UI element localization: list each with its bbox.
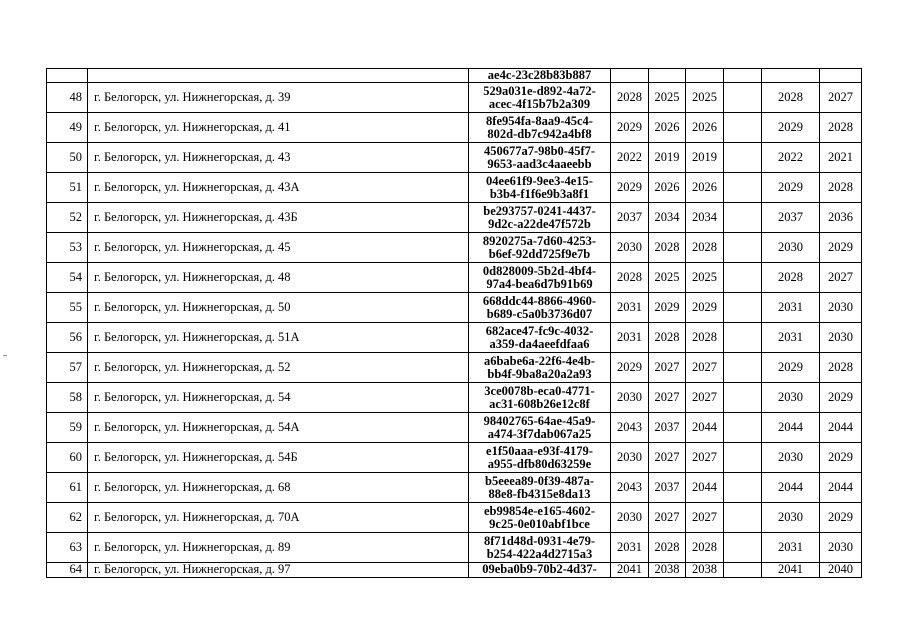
year-cell xyxy=(724,293,762,323)
row-number-cell: 58 xyxy=(47,383,88,413)
table-row xyxy=(47,143,862,173)
table-row-continuation xyxy=(47,69,862,83)
guid-cell xyxy=(469,503,611,533)
year-cell: 2029 xyxy=(820,383,862,413)
year-cell xyxy=(611,69,649,83)
year-cell: 2030 xyxy=(820,323,862,353)
guid-line-2: a359-da4aeefdfaa6 xyxy=(489,336,590,351)
address-cell: г. Белогорск, ул. Нижнегорская, д. 39 xyxy=(88,83,469,113)
guid-cell xyxy=(469,83,611,113)
guid-line-2: ac31-608b26e12c8f xyxy=(489,396,590,411)
year-cell: 2030 xyxy=(762,233,820,263)
guid-cell xyxy=(469,323,611,353)
year-cell: 2028 xyxy=(686,323,724,353)
year-cell: 2022 xyxy=(762,143,820,173)
year-cell: 2031 xyxy=(762,323,820,353)
year-cell: 2019 xyxy=(649,143,686,173)
year-cell: 2027 xyxy=(820,263,862,293)
year-cell: 2028 xyxy=(686,233,724,263)
year-cell: 2025 xyxy=(649,83,686,113)
guid-cell xyxy=(469,143,611,173)
guid-cell xyxy=(469,263,611,293)
guid-line-1: 04ee61f9-9ee3-4e15- xyxy=(486,173,593,188)
year-cell: 2025 xyxy=(649,263,686,293)
guid-line-1: 8fe954fa-8aa9-45c4- xyxy=(486,113,593,128)
address-cell: г. Белогорск, ул. Нижнегорская, д. 54Б xyxy=(88,443,469,473)
year-cell: 2026 xyxy=(686,113,724,143)
year-cell: 2027 xyxy=(686,503,724,533)
year-cell: 2037 xyxy=(649,413,686,443)
year-cell xyxy=(820,69,862,83)
row-number-cell: 63 xyxy=(47,533,88,563)
table-row xyxy=(47,533,862,563)
year-cell: 2038 xyxy=(686,563,724,578)
year-cell: 2030 xyxy=(762,443,820,473)
year-cell: 2027 xyxy=(649,383,686,413)
table-row xyxy=(47,113,862,143)
year-cell: 2028 xyxy=(649,233,686,263)
guid-line-1: 09eba0b9-70b2-4d37- xyxy=(482,562,597,576)
year-cell: 2025 xyxy=(686,83,724,113)
row-number-cell: 62 xyxy=(47,503,88,533)
address-cell: г. Белогорск, ул. Нижнегорская, д. 43Б xyxy=(88,203,469,233)
year-cell: 2034 xyxy=(686,203,724,233)
guid-line-2: b6ef-92dd725f9e7b xyxy=(488,246,591,261)
year-cell xyxy=(724,443,762,473)
guid-cell xyxy=(469,113,611,143)
table-row xyxy=(47,503,862,533)
year-cell: 2028 xyxy=(820,113,862,143)
guid-cell xyxy=(469,233,611,263)
year-cell: 2029 xyxy=(762,113,820,143)
table-row xyxy=(47,323,862,353)
year-cell: 2028 xyxy=(649,323,686,353)
year-cell: 2027 xyxy=(820,83,862,113)
table-row xyxy=(47,173,862,203)
year-cell: 2044 xyxy=(686,413,724,443)
year-cell: 2037 xyxy=(611,203,649,233)
table-row xyxy=(47,83,862,113)
year-cell: 2044 xyxy=(820,473,862,503)
year-cell xyxy=(649,69,686,83)
housing-register-table xyxy=(46,68,862,578)
year-cell: 2027 xyxy=(686,443,724,473)
row-number-cell xyxy=(47,69,88,83)
guid-cell xyxy=(469,473,611,503)
year-cell xyxy=(724,503,762,533)
year-cell: 2030 xyxy=(611,383,649,413)
year-cell: 2028 xyxy=(649,533,686,563)
year-cell: 2029 xyxy=(686,293,724,323)
year-cell xyxy=(724,353,762,383)
year-cell: 2036 xyxy=(820,203,862,233)
guid-line-1: 682ace47-fc9c-4032- xyxy=(485,323,594,338)
guid-line-2: 9c25-0e010abf1bce xyxy=(489,516,590,531)
row-number-cell: 54 xyxy=(47,263,88,293)
year-cell: 2021 xyxy=(820,143,862,173)
year-cell: 2037 xyxy=(762,203,820,233)
year-cell: 2028 xyxy=(611,263,649,293)
year-cell: 2031 xyxy=(611,323,649,353)
year-cell xyxy=(724,413,762,443)
row-number-cell: 64 xyxy=(47,563,88,578)
year-cell: 2031 xyxy=(762,533,820,563)
row-number-cell: 49 xyxy=(47,113,88,143)
year-cell: 2041 xyxy=(762,563,820,578)
year-cell: 2028 xyxy=(762,83,820,113)
address-cell: г. Белогорск, ул. Нижнегорская, д. 48 xyxy=(88,263,469,293)
address-cell: г. Белогорск, ул. Нижнегорская, д. 51А xyxy=(88,323,469,353)
address-cell: г. Белогорск, ул. Нижнегорская, д. 70А xyxy=(88,503,469,533)
guid-line-1: be293757-0241-4437- xyxy=(483,203,596,218)
guid-line-2: a474-3f7dab067a25 xyxy=(487,426,592,441)
guid-line-2: 802d-db7c942a4bf8 xyxy=(487,126,592,141)
year-cell: 2028 xyxy=(611,83,649,113)
guid-line-2: 97a4-bea6d7b91b69 xyxy=(486,276,593,291)
year-cell xyxy=(724,383,762,413)
address-cell: г. Белогорск, ул. Нижнегорская, д. 43 xyxy=(88,143,469,173)
guid-line-2: a955-dfb80d63259e xyxy=(487,456,592,471)
year-cell: 2043 xyxy=(611,413,649,443)
year-cell: 2029 xyxy=(820,503,862,533)
table-body xyxy=(47,69,862,578)
year-cell: 2029 xyxy=(762,353,820,383)
table-row xyxy=(47,443,862,473)
guid-line-1: b5eeea89-0f39-487a- xyxy=(485,473,594,488)
address-cell: г. Белогорск, ул. Нижнегорская, д. 54А xyxy=(88,413,469,443)
year-cell: 2044 xyxy=(762,413,820,443)
guid-line-2: acec-4f15b7b2a309 xyxy=(488,96,591,111)
row-number-cell: 48 xyxy=(47,83,88,113)
year-cell: 2038 xyxy=(649,563,686,578)
year-cell: 2041 xyxy=(611,563,649,578)
year-cell: 2022 xyxy=(611,143,649,173)
year-cell: 2029 xyxy=(762,173,820,203)
guid-line-1: eb99854e-e165-4602- xyxy=(483,503,596,518)
guid-line-2: b689-c5a0b3736d07 xyxy=(486,306,593,321)
row-number-cell: 55 xyxy=(47,293,88,323)
year-cell xyxy=(724,203,762,233)
year-cell xyxy=(724,473,762,503)
year-cell xyxy=(724,263,762,293)
year-cell: 2027 xyxy=(649,353,686,383)
year-cell: 2031 xyxy=(762,293,820,323)
guid-cell xyxy=(469,173,611,203)
address-cell: г. Белогорск, ул. Нижнегорская, д. 41 xyxy=(88,113,469,143)
year-cell: 2043 xyxy=(611,473,649,503)
year-cell: 2037 xyxy=(649,473,686,503)
row-number-cell: 53 xyxy=(47,233,88,263)
year-cell: 2030 xyxy=(820,533,862,563)
guid-line-1: 8f71d48d-0931-4e79- xyxy=(483,533,596,548)
guid-line-1: 450677a7-98b0-45f7- xyxy=(483,143,596,158)
guid-line-1: e1f50aaa-e93f-4179- xyxy=(486,443,593,458)
address-cell: г. Белогорск, ул. Нижнегорская, д. 97 xyxy=(88,563,469,578)
year-cell: 2026 xyxy=(649,173,686,203)
table-row xyxy=(47,293,862,323)
year-cell: 2028 xyxy=(686,533,724,563)
year-cell: 2026 xyxy=(686,173,724,203)
year-cell: 2025 xyxy=(686,263,724,293)
year-cell: 2034 xyxy=(649,203,686,233)
guid-cell xyxy=(469,203,611,233)
year-cell xyxy=(724,533,762,563)
year-cell: 2019 xyxy=(686,143,724,173)
address-cell: г. Белогорск, ул. Нижнегорская, д. 45 xyxy=(88,233,469,263)
guid-line-1: 8920275a-7d60-4253- xyxy=(482,233,597,248)
guid-cell xyxy=(469,533,611,563)
address-cell: г. Белогорск, ул. Нижнегорская, д. 54 xyxy=(88,383,469,413)
year-cell xyxy=(686,69,724,83)
table-row xyxy=(47,563,862,578)
guid-cell: ae4c-23c28b83b887 xyxy=(469,69,611,83)
table-row xyxy=(47,203,862,233)
guid-cell xyxy=(469,293,611,323)
year-cell: 2027 xyxy=(686,353,724,383)
row-number-cell: 51 xyxy=(47,173,88,203)
address-cell: г. Белогорск, ул. Нижнегорская, д. 43А xyxy=(88,173,469,203)
guid-line-2: b254-422a4d2715a3 xyxy=(486,546,593,561)
row-number-cell: 52 xyxy=(47,203,88,233)
address-cell: г. Белогорск, ул. Нижнегорская, д. 50 xyxy=(88,293,469,323)
guid-line-1: 529a031e-d892-4a72- xyxy=(483,83,596,98)
year-cell: 2031 xyxy=(611,293,649,323)
year-cell: 2029 xyxy=(820,233,862,263)
year-cell: 2029 xyxy=(820,443,862,473)
year-cell xyxy=(724,173,762,203)
year-cell: 2028 xyxy=(820,173,862,203)
address-cell: г. Белогорск, ул. Нижнегорская, д. 68 xyxy=(88,473,469,503)
row-number-cell: 60 xyxy=(47,443,88,473)
address-cell xyxy=(88,69,469,83)
year-cell: 2027 xyxy=(649,503,686,533)
guid-line-1: 0d828009-5b2d-4bf4- xyxy=(482,263,597,278)
row-number-cell: 57 xyxy=(47,353,88,383)
year-cell: 2030 xyxy=(611,443,649,473)
guid-cell xyxy=(469,383,611,413)
table-row xyxy=(47,233,862,263)
guid-line-1: 98402765-64ae-45a9- xyxy=(483,413,596,428)
year-cell xyxy=(724,233,762,263)
table-row xyxy=(47,353,862,383)
year-cell: 2030 xyxy=(820,293,862,323)
row-number-cell: 59 xyxy=(47,413,88,443)
guid-cell xyxy=(469,443,611,473)
guid-line-1: 668ddc44-8866-4960- xyxy=(482,293,597,308)
year-cell: 2028 xyxy=(762,263,820,293)
year-cell: 2028 xyxy=(820,353,862,383)
table-row xyxy=(47,383,862,413)
year-cell: 2044 xyxy=(820,413,862,443)
year-cell: 2026 xyxy=(649,113,686,143)
guid-line-1: a6babe6a-22f6-4e4b- xyxy=(483,353,596,368)
row-number-cell: 61 xyxy=(47,473,88,503)
year-cell xyxy=(724,323,762,353)
guid-line-2: 88e8-fb4315e8da13 xyxy=(488,486,591,501)
year-cell xyxy=(724,83,762,113)
guid-line-2: 9d2c-a22de47f572b xyxy=(488,216,591,231)
year-cell xyxy=(724,69,762,83)
year-cell: 2029 xyxy=(611,173,649,203)
year-cell xyxy=(762,69,820,83)
year-cell: 2044 xyxy=(686,473,724,503)
year-cell: 2029 xyxy=(611,113,649,143)
guid-line-2: 9653-aad3c4aaeebb xyxy=(487,156,592,171)
table-row xyxy=(47,413,862,443)
row-number-cell: 50 xyxy=(47,143,88,173)
guid-cell xyxy=(469,413,611,443)
guid-line-1: 3ce0078b-eca0-4771- xyxy=(484,383,595,398)
table-row xyxy=(47,263,862,293)
year-cell: 2030 xyxy=(611,233,649,263)
year-cell xyxy=(724,113,762,143)
table-row xyxy=(47,473,862,503)
guid-cell xyxy=(469,353,611,383)
row-number-cell: 56 xyxy=(47,323,88,353)
year-cell: 2030 xyxy=(762,503,820,533)
guid-line-2: b3b4-f1f6e9b3a8f1 xyxy=(489,186,590,201)
year-cell: 2040 xyxy=(820,563,862,578)
year-cell: 2027 xyxy=(649,443,686,473)
year-cell xyxy=(724,563,762,578)
year-cell: 2027 xyxy=(686,383,724,413)
year-cell: 2029 xyxy=(649,293,686,323)
year-cell: 2044 xyxy=(762,473,820,503)
guid-cell xyxy=(469,563,611,578)
address-cell: г. Белогорск, ул. Нижнегорская, д. 89 xyxy=(88,533,469,563)
year-cell: 2030 xyxy=(611,503,649,533)
year-cell: 2029 xyxy=(611,353,649,383)
guid-line-2: bb4f-9ba8a20a2a93 xyxy=(487,366,592,381)
year-cell xyxy=(724,143,762,173)
year-cell: 2031 xyxy=(611,533,649,563)
year-cell: 2030 xyxy=(762,383,820,413)
address-cell: г. Белогорск, ул. Нижнегорская, д. 52 xyxy=(88,353,469,383)
margin-mark xyxy=(3,355,7,356)
